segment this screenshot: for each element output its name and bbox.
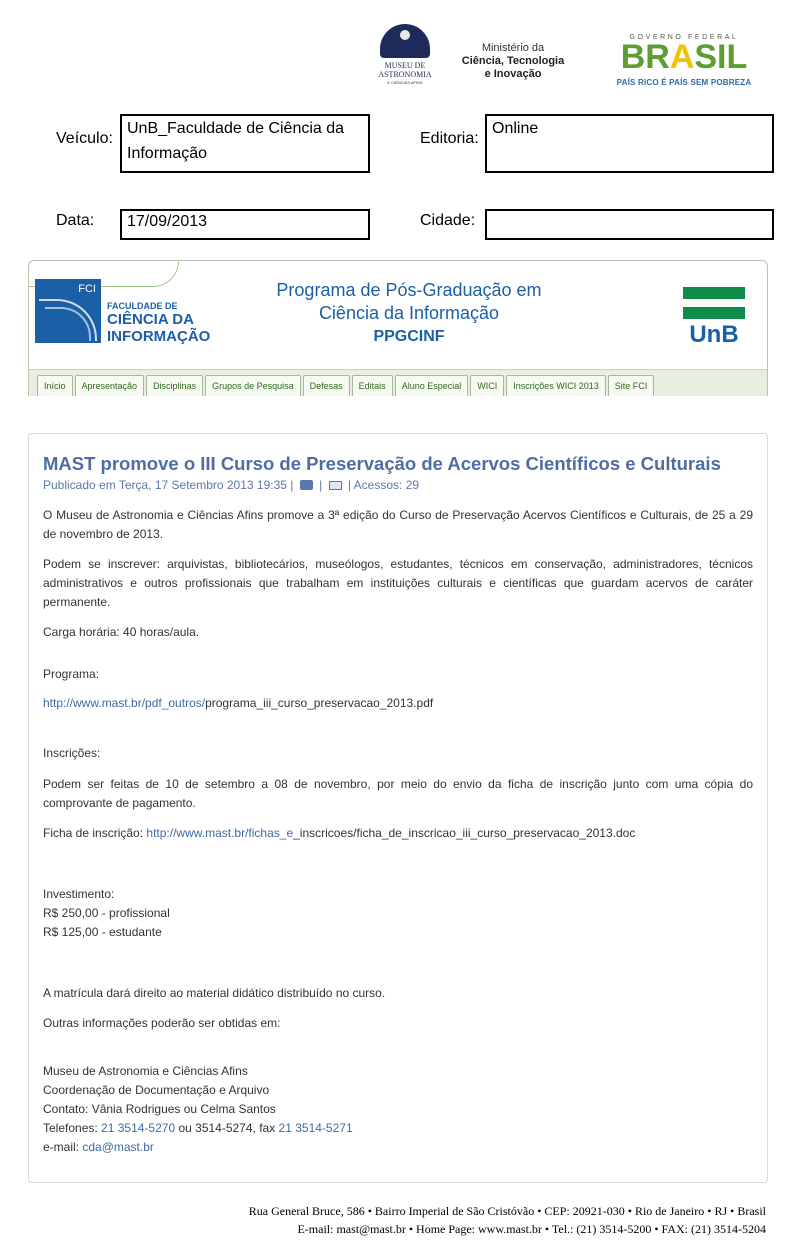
fci-logo-text: FCI bbox=[78, 283, 96, 295]
footer-address: Rua General Bruce, 586 • Bairro Imperial de São Cristóvão • CEP: 20921-030 • Rio de Janeiro • RJ • Brasil bbox=[248, 1204, 766, 1218]
veiculo-value-line1: UnB_Faculdade de Ciência da bbox=[127, 120, 345, 137]
ministerio-logo bbox=[448, 42, 578, 81]
tel-label: Telefones: bbox=[43, 1121, 102, 1135]
ficha-row bbox=[43, 824, 635, 843]
contact-email bbox=[43, 1138, 154, 1157]
ministerio-line2: Ciência, Tecnologia bbox=[461, 55, 565, 67]
ficha-link[interactable]: http://www.mast.br/fichas_e bbox=[146, 826, 294, 840]
paragraph-publico: Podem se inscrever: arquivistas, bibliotecários, museólogos, estudantes, técnicos em conservação, administradores, técnicos administrativos e outros profissionais que trabalham em instituições culturais e científicas que guardam acervos de caráter permanente. bbox=[43, 557, 753, 609]
article-title[interactable]: MAST promove o III Curso de Preservação de Acervos Científicos e Culturais bbox=[43, 453, 721, 474]
tab-aluno-especial[interactable]: Aluno Especial bbox=[395, 375, 469, 396]
investimento-profissional: R$ 250,00 - profissional bbox=[43, 906, 170, 920]
ministerio-line1: Ministério da bbox=[481, 42, 545, 54]
nav-tabs bbox=[37, 375, 656, 396]
unb-logo-text: UnB bbox=[689, 321, 739, 348]
ministerio-line3: e Inovação bbox=[484, 68, 542, 80]
editoria-value: Online bbox=[492, 120, 539, 137]
program-title-line2: Ciência da Informação bbox=[318, 303, 500, 323]
cidade-label: Cidade: bbox=[420, 212, 476, 229]
programa-link-row bbox=[43, 694, 433, 713]
tab-inscricoes-wici-2013[interactable]: Inscrições WICI 2013 bbox=[506, 375, 606, 396]
article-date: Publicado em Terça, 17 Setembro 2013 19:35 | bbox=[43, 478, 294, 492]
meta-separator: | bbox=[319, 478, 323, 492]
editoria-label: Editoria: bbox=[420, 130, 479, 147]
article-hits: | Acessos: 29 bbox=[347, 478, 420, 492]
ficha-file: _inscricoes/ficha_de_inscricao_iii_curso_preservacao_2013.doc bbox=[293, 826, 636, 840]
fci-name-line1: FACULDADE DE bbox=[107, 301, 178, 311]
investimento-label: Investimento: bbox=[43, 887, 115, 901]
brasil-word-b: A bbox=[669, 38, 695, 76]
contact-institution: Museu de Astronomia e Ciências Afins bbox=[43, 1064, 248, 1078]
print-icon[interactable] bbox=[300, 480, 313, 490]
tel-link-1[interactable]: 21 3514-5270 bbox=[101, 1121, 176, 1135]
brasil-word-a: BR bbox=[620, 38, 670, 76]
fci-name-line2: CIÊNCIA DA bbox=[107, 311, 194, 328]
museu-logo-line3: E CIÊNCIAS AFINS bbox=[387, 80, 423, 85]
unb-logo bbox=[681, 287, 747, 349]
museu-astronomia-logo bbox=[374, 24, 436, 86]
tab-editais[interactable]: Editais bbox=[352, 375, 393, 396]
governo-federal-logo bbox=[598, 34, 770, 88]
program-title-line3: PPGCINF bbox=[373, 328, 445, 345]
tab-inicio[interactable]: Início bbox=[37, 375, 73, 396]
observatory-icon bbox=[380, 24, 430, 58]
email-label: e-mail: bbox=[43, 1140, 83, 1154]
inscricoes-label: Inscrições: bbox=[43, 746, 101, 760]
veiculo-value-line2: Informação bbox=[127, 145, 208, 162]
veiculo-field bbox=[120, 114, 370, 173]
paragraph-intro: O Museu de Astronomia e Ciências Afins promove a 3ª edição do Curso de Preservação Acervos Científicos e Culturais, de 25 a 29 de novembro de 2013. bbox=[43, 508, 753, 541]
tab-defesas[interactable]: Defesas bbox=[303, 375, 350, 396]
tab-grupos-de-pesquisa[interactable]: Grupos de Pesquisa bbox=[205, 375, 301, 396]
data-label: Data: bbox=[56, 212, 95, 229]
ficha-label: Ficha de inscrição: bbox=[43, 826, 147, 840]
veiculo-label: Veículo: bbox=[56, 130, 113, 147]
article-meta bbox=[43, 478, 419, 492]
contact-phones bbox=[43, 1119, 353, 1138]
program-title-line1: Programa de Pós-Graduação em bbox=[276, 280, 542, 300]
contact-department: Coordenação de Documentação e Arquivo bbox=[43, 1083, 270, 1097]
fci-logo bbox=[35, 279, 101, 343]
unb-flag-icon bbox=[683, 287, 745, 319]
article bbox=[28, 433, 768, 1183]
programa-label: Programa: bbox=[43, 667, 100, 681]
footer-contact: E-mail: mast@mast.br • Home Page: www.mast.br • Tel.: (21) 3514-5200 • FAX: (21) 3514-5204 bbox=[297, 1222, 766, 1236]
ppgcinf-banner bbox=[28, 260, 768, 396]
tab-wici[interactable]: WICI bbox=[470, 375, 504, 396]
paragraph-carga: Carga horária: 40 horas/aula. bbox=[43, 625, 200, 639]
cidade-field bbox=[485, 209, 774, 240]
museu-logo-line1: MUSEU DE bbox=[384, 61, 426, 70]
data-field bbox=[120, 209, 370, 240]
paragraph-matricula: A matrícula dará direito ao material didático distribuído no curso. bbox=[43, 986, 386, 1000]
program-title bbox=[229, 279, 589, 348]
investimento-estudante: R$ 125,00 - estudante bbox=[43, 925, 162, 939]
programa-link[interactable]: http://www.mast.br/pdf_outros/ bbox=[43, 696, 206, 710]
email-link[interactable]: cda@mast.br bbox=[82, 1140, 154, 1154]
paragraph-outras: Outras informações poderão ser obtidas em: bbox=[43, 1016, 281, 1030]
tel-mid: ou 3514-5274, fax bbox=[175, 1121, 279, 1135]
tab-disciplinas[interactable]: Disciplinas bbox=[146, 375, 203, 396]
brasil-slogan: PAÍS RICO É PAÍS SEM POBREZA bbox=[616, 78, 752, 87]
tab-site-fci[interactable]: Site FCI bbox=[608, 375, 655, 396]
tel-link-2[interactable]: 21 3514-5271 bbox=[278, 1121, 353, 1135]
data-value: 17/09/2013 bbox=[127, 213, 208, 230]
email-icon[interactable] bbox=[329, 481, 342, 490]
fci-name bbox=[107, 301, 210, 345]
programa-file: programa_iii_curso_preservacao_2013.pdf bbox=[205, 696, 434, 710]
governo-federal-text: GOVERNO FEDERAL bbox=[629, 34, 739, 41]
brasil-word-c: SIL bbox=[694, 38, 748, 76]
fci-name-line3: INFORMAÇÃO bbox=[107, 328, 211, 345]
museu-logo-line2: ASTRONOMIA bbox=[378, 70, 432, 79]
editoria-field bbox=[485, 114, 774, 173]
contact-persons: Contato: Vânia Rodrigues ou Celma Santos bbox=[43, 1102, 276, 1116]
tab-apresentacao[interactable]: Apresentação bbox=[75, 375, 145, 396]
brasil-wordmark bbox=[598, 38, 770, 76]
paragraph-inscricoes: Podem ser feitas de 10 de setembro a 08 de novembro, por meio do envio da ficha de inscrição junto com uma cópia do comprovante de pagamento. bbox=[43, 777, 753, 810]
